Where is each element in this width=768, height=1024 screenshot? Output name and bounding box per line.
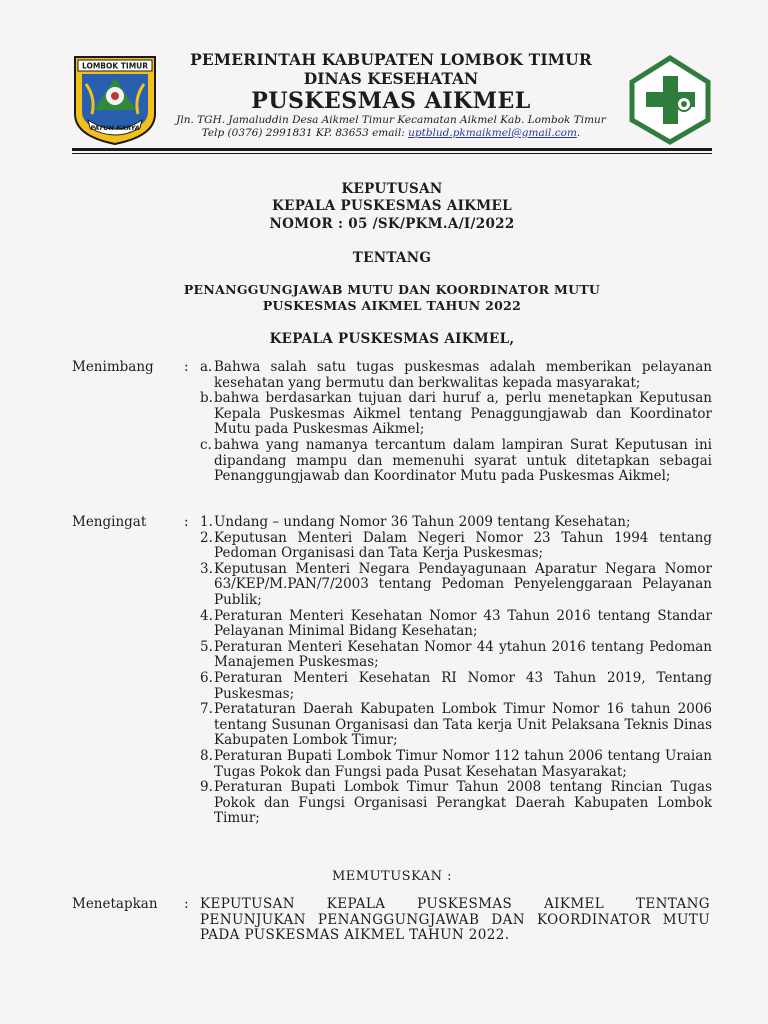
letterhead-rule-thick — [72, 148, 712, 151]
item-text: Perataturan Daerah Kabupaten Lombok Timur Nomor 16 tahun 2006 tentang Susunan Organisasi dan Tata kerja Unit Pelaksana Teknis Dinas Kabupaten Lombok Timur; — [214, 701, 712, 749]
puskesmas-logo-icon — [628, 54, 712, 146]
letterhead — [72, 50, 712, 150]
item-text: Peraturan Menteri Kesehatan Nomor 44 ytahun 2016 tentang Pedoman Manajemen Puskesmas; — [214, 638, 712, 671]
mengingat-colon: : — [184, 514, 189, 530]
menetapkan-label: Menetapkan — [72, 896, 158, 912]
list-item — [200, 780, 712, 827]
item-marker: 4. — [200, 607, 213, 624]
decree-issuer: KEPALA PUSKESMAS AIKMEL — [272, 198, 512, 214]
item-text: bahwa berdasarkan tujuan dari huruf a, perlu menetapkan Keputusan Kepala Puskesmas Aikmel tentang Penaggungjawab dan Koordinator Mutu pada Puskesmas Aikmel; — [214, 390, 712, 438]
list-item — [200, 438, 712, 485]
item-text: Peraturan Menteri Kesehatan Nomor 43 Tahun 2016 tentang Standar Pelayanan Minimal Bidang Kesehatan; — [214, 607, 712, 640]
list-item — [200, 671, 712, 702]
item-text: Bahwa salah satu tugas puskesmas adalah memberikan pelayanan kesehatan yang bermutu dan berkwalitas kepada masyarakat; — [214, 359, 712, 391]
memutuskan-heading: MEMUTUSKAN : — [331, 869, 453, 884]
contact-suffix: . — [576, 127, 581, 139]
menimbang-colon: : — [184, 359, 189, 375]
crest-top-text: LOMBOK TIMUR — [81, 61, 149, 71]
lombok-timur-crest-icon — [72, 54, 158, 146]
item-text: bahwa yang namanya tercantum dalam lampiran Surat Keputusan ini dipandang mampu dan memenuhi syarat untuk ditetapkan sebagai Penanggungjawab dan Koordinator Mutu pada Puskesmas Aikmel; — [214, 436, 712, 485]
contact-line — [160, 127, 622, 140]
address-line: Jln. TGH. Jamaluddin Desa Aikmel Timur Kecamatan Aikmel Kab. Lombok Timur — [176, 114, 606, 126]
list-item — [200, 702, 712, 749]
list-item — [200, 749, 712, 780]
menetapkan-colon: : — [184, 896, 189, 912]
subject-line-1: PENANGGUNGJAWAB MUTU DAN KOORDINATOR MUTU — [183, 282, 601, 297]
letterhead-text — [160, 50, 622, 140]
list-item — [200, 360, 712, 391]
list-item — [200, 531, 712, 562]
list-item — [200, 562, 712, 609]
item-text: Undang – undang Nomor 36 Tahun 2009 tentang Kesehatan; — [214, 514, 631, 530]
item-marker: 1. — [200, 514, 213, 530]
menimbang-label: Menimbang — [72, 359, 154, 375]
item-text: Keputusan Menteri Dalam Negeri Nomor 23 Tahun 1994 tentang Pedoman Organisasi dan Tata Kerja Puskesmas; — [214, 529, 712, 562]
mengingat-list — [200, 515, 712, 827]
item-text: Keputusan Menteri Negara Pendayagunaan Aparatur Negara Nomor 63/KEP/M.PAN/7/2003 tentang Pedoman Penyelenggaraan Pelayanan Publik; — [214, 560, 712, 608]
subject-line-2: PUSKESMAS AIKMEL TAHUN 2022 — [262, 298, 522, 313]
list-item — [200, 515, 712, 531]
item-text: Peraturan Menteri Kesehatan RI Nomor 43 Tahun 2019, Tentang Puskesmas; — [214, 669, 712, 702]
contact-prefix: Telp (0376) 2991831 KP. 83653 email: — [201, 127, 409, 139]
tentang-heading: TENTANG — [352, 250, 432, 266]
item-marker: 2. — [200, 529, 213, 546]
item-marker: 6. — [200, 669, 213, 686]
item-text: Peraturan Bupati Lombok Timur Tahun 2008 tentang Rincian Tugas Pokok dan Fungsi Organisasi Perangkat Daerah Kabupaten Lombok Timur; — [214, 779, 712, 827]
item-marker: a. — [200, 359, 213, 375]
government-name: PEMERINTAH KABUPATEN LOMBOK TIMUR — [190, 50, 592, 69]
crest-bottom-text: PATUH KARYA — [90, 124, 140, 132]
item-marker: b. — [200, 390, 213, 407]
menimbang-list — [200, 360, 712, 485]
item-text: Peraturan Bupati Lombok Timur Nomor 112 tahun 2006 tentang Uraian Tugas Pokok dan Fungsi pada Pusat Kesehatan Masyarakat; — [214, 747, 712, 780]
institution-name: PUSKESMAS AIKMEL — [251, 88, 531, 114]
item-marker: 7. — [200, 701, 213, 718]
mengingat-label: Mengingat — [72, 514, 147, 530]
item-marker: 5. — [200, 638, 213, 655]
item-marker: 9. — [200, 779, 213, 796]
head-title: KEPALA PUSKESMAS AIKMEL, — [269, 331, 515, 347]
menetapkan-text: KEPUTUSAN KEPALA PUSKESMAS AIKMEL TENTANG PENUNJUKAN PENANGGUNGJAWAB DAN KOORDINATOR MUTU PADA PUSKESMAS AIKMEL TAHUN 2022. — [200, 896, 710, 944]
email-link[interactable]: uptblud.pkmaikmel@gmail.com — [408, 127, 577, 139]
department-name: DINAS KESEHATAN — [303, 69, 479, 88]
item-marker: c. — [200, 436, 212, 453]
item-marker: 8. — [200, 747, 213, 764]
list-item — [200, 640, 712, 671]
item-marker: 3. — [200, 560, 213, 577]
decree-heading: KEPUTUSAN — [341, 181, 443, 197]
list-item — [200, 609, 712, 640]
letterhead-rule-thin — [72, 153, 712, 154]
list-item — [200, 391, 712, 438]
decree-number: NOMOR : 05 /SK/PKM.A/I/2022 — [269, 216, 515, 232]
